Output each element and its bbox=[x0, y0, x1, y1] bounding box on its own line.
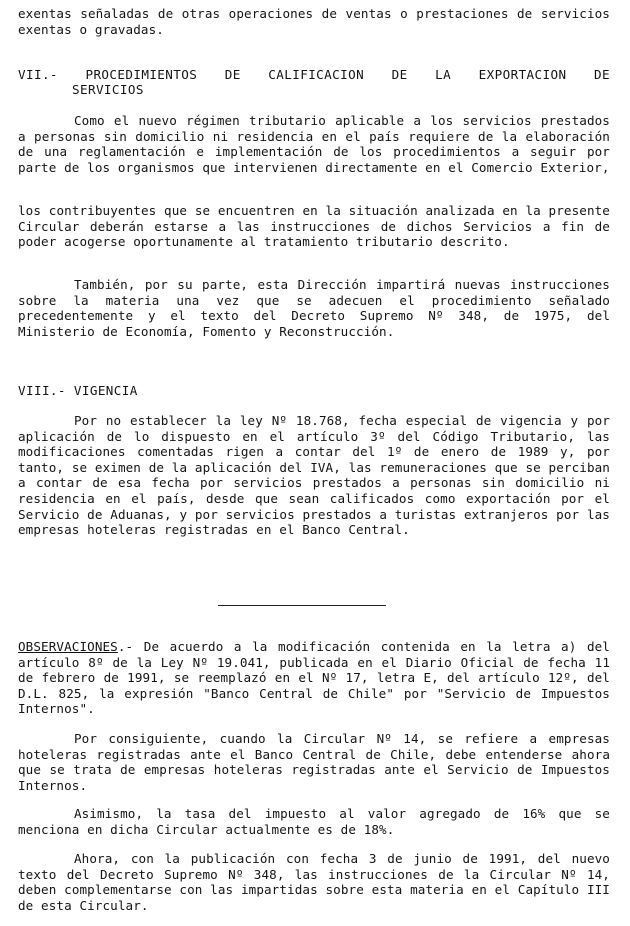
section-7-title-word: DE bbox=[594, 67, 610, 82]
observaciones-paragraph bbox=[18, 639, 610, 717]
observaciones-paragraph-3-block bbox=[18, 806, 610, 837]
section-7-title-word: DE bbox=[224, 67, 241, 82]
section-8-paragraph: Por no establecer la ley Nº 18.768, fecha especial de vigencia y por aplicación de lo dispuesto en el artículo 3º del Código Tributario, las modificaciones comentadas rigen a contar del 1º de enero de 1989 y, por tanto, se eximen de la aplicación del IVA, las remuneraciones que se perciban a contar de esa fecha por servicios prestados a personas sin domicilio ni residencia en el país, desde que sean calificados como exportación por el Servicio de Aduanas, y por servicios prestados a turistas extranjeros por las empresas hoteleras registradas en el Banco Central. bbox=[18, 413, 610, 538]
section-divider-rule bbox=[218, 605, 386, 606]
observaciones-first-text: .- De acuerdo a la modificación contenida en la letra a) del artículo 8º de la Ley Nº 19.041, publicada en el Diario Oficial de fecha 11 de febrero de 1991, se reemplazó en el Nº 17, letra E, del artículo 12º, del D.L. 825, la expresión "Banco Central de Chile" por "Servicio de Impuestos Internos". bbox=[18, 639, 610, 717]
observaciones-paragraph: Ahora, con la publicación con fecha 3 de junio de 1991, del nuevo texto del Decreto Supremo Nº 348, las instrucciones de la Circular Nº 14, deben complementarse con las impartidas sobre esta materia en el Capítulo III de esta Circular. bbox=[18, 851, 610, 913]
section-7-paragraph: los contribuyentes que se encuentren en la situación analizada en la presente Circular deberán estarse a las instrucciones de dichos Servicios a fin de poder acogerse oportunamente al tratamiento tributario descrito. bbox=[18, 203, 610, 250]
intro-text-block bbox=[18, 6, 610, 37]
section-7-title-word: DE bbox=[391, 67, 408, 82]
section-7-heading-line-1 bbox=[18, 67, 610, 82]
section-8-heading: VIII.- VIGENCIA bbox=[18, 383, 138, 398]
section-7-heading-line-2: SERVICIOS bbox=[72, 82, 144, 97]
observaciones-paragraph-2-block bbox=[18, 731, 610, 793]
section-7-title-word: LA bbox=[435, 67, 452, 82]
observaciones-block bbox=[18, 639, 610, 717]
section-7-paragraph: Como el nuevo régimen tributario aplicable a los servicios prestados a personas sin domicilio ni residencia en el país requiere de la elaboración de una reglamentación e implementación de los procedimientos a seguir por parte de los organismos que intervienen directamente en el Comercio Exterior, bbox=[18, 113, 610, 175]
observaciones-paragraph: Por consiguiente, cuando la Circular Nº 14, se refiere a empresas hoteleras registradas ante el Banco Central de Chile, debe entenderse ahora que se trata de empresas hoteleras registradas ante el Servicio de Impuestos Internos. bbox=[18, 731, 610, 793]
section-7-paragraph-3-block bbox=[18, 277, 610, 339]
intro-paragraph: exentas señaladas de otras operaciones de ventas o prestaciones de servicios exentas o gravadas. bbox=[18, 6, 610, 37]
section-7-paragraph: También, por su parte, esta Dirección impartirá nuevas instrucciones sobre la materia una vez que se adecuen el procedimiento señalado precedentemente y el texto del Decreto Supremo Nº 348, de 1975, del Ministerio de Economía, Fomento y Reconstrucción. bbox=[18, 277, 610, 339]
observaciones-paragraph-4-block bbox=[18, 851, 610, 913]
section-7-heading bbox=[18, 67, 610, 97]
section-7-paragraph-1-block bbox=[18, 113, 610, 175]
section-7-title-word: CALIFICACION bbox=[268, 67, 365, 82]
section-7-title-word: PROCEDIMIENTOS bbox=[85, 67, 198, 82]
section-7-title-word: EXPORTACION bbox=[478, 67, 567, 82]
section-8-paragraph-block bbox=[18, 413, 610, 538]
observaciones-label: OBSERVACIONES bbox=[18, 639, 118, 654]
observaciones-paragraph: Asimismo, la tasa del impuesto al valor agregado de 16% que se menciona en dicha Circular actualmente es de 18%. bbox=[18, 806, 610, 837]
section-7-paragraph-2-block bbox=[18, 203, 610, 250]
section-7-number: VII.- bbox=[18, 67, 58, 82]
